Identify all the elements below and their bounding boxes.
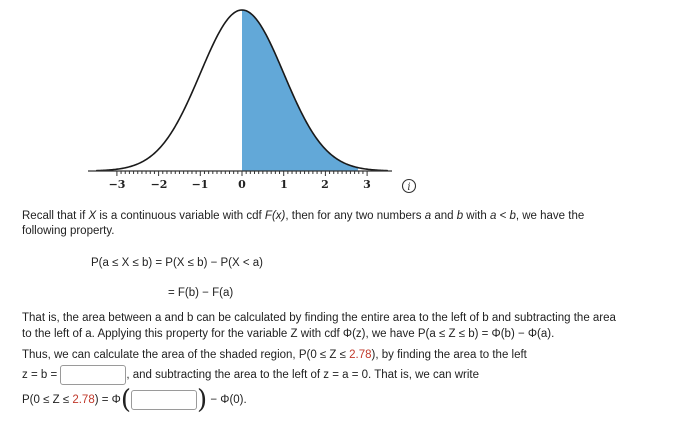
minor-ticks	[117, 171, 367, 176]
text: ), by finding the area to the left	[371, 349, 527, 361]
tick-label: 0	[238, 178, 246, 191]
text: Recall that if	[22, 210, 89, 222]
tick-label: 1	[280, 178, 288, 191]
open-paren: (	[120, 384, 131, 415]
text: X	[88, 210, 97, 222]
probability-equation: P(a ≤ X ≤ b) = P(X ≤ b) − P(X < a)	[91, 257, 264, 269]
text: and	[431, 210, 457, 222]
z-equals-b-line	[22, 364, 479, 386]
close-paren: )	[197, 384, 208, 415]
normal-curve-figure	[0, 0, 700, 200]
text: F(x)	[264, 210, 286, 222]
text: , then for any two numbers	[285, 210, 425, 222]
tick-labels	[109, 178, 371, 191]
tick-label: 2	[321, 178, 329, 191]
text: − Φ(0).	[207, 394, 247, 406]
text: with	[463, 210, 490, 222]
explanation-line1: That is, the area between a and b can be calculated by finding the entire area to the left of b and subtracting the area	[22, 312, 616, 324]
z-value: 2.78	[72, 394, 95, 406]
text: , we have the	[515, 210, 585, 222]
cdf-equation: = F(b) − F(a)	[168, 287, 234, 299]
text: b	[456, 210, 464, 222]
text: is a continuous variable with cdf	[96, 210, 265, 222]
text: a	[424, 210, 432, 222]
text: ) = Φ	[94, 394, 121, 406]
tick-label: −3	[108, 178, 126, 191]
answer-input-b[interactable]	[60, 365, 126, 385]
text: P(0 ≤ Z ≤	[22, 394, 73, 406]
text: z = b =	[22, 369, 61, 381]
tick-label: 3	[363, 178, 371, 191]
shaded-region	[242, 10, 358, 171]
text: Thus, we can calculate the area of the shaded region, P(0 ≤ Z ≤	[22, 349, 350, 361]
final-expression	[22, 384, 247, 415]
text: , and subtracting the area to the left of z = a = 0. That is, we can write	[126, 369, 480, 381]
answer-input-phi[interactable]	[131, 390, 197, 410]
info-icon[interactable]	[403, 180, 416, 194]
recall-paragraph-line2: following property.	[22, 225, 115, 237]
svg-text:i: i	[407, 182, 411, 193]
shaded-area-sentence	[22, 348, 527, 362]
z-value: 2.78	[349, 349, 372, 361]
text: a < b	[489, 210, 516, 222]
explanation-line2: to the left of a. Applying this property for the variable Z with cdf Φ(z), we have P(a ≤ Z ≤ b) = Φ(b) − Φ(a).	[22, 328, 555, 340]
tick-label: −1	[191, 178, 209, 191]
tick-label: −2	[150, 178, 168, 191]
recall-paragraph	[22, 209, 584, 223]
